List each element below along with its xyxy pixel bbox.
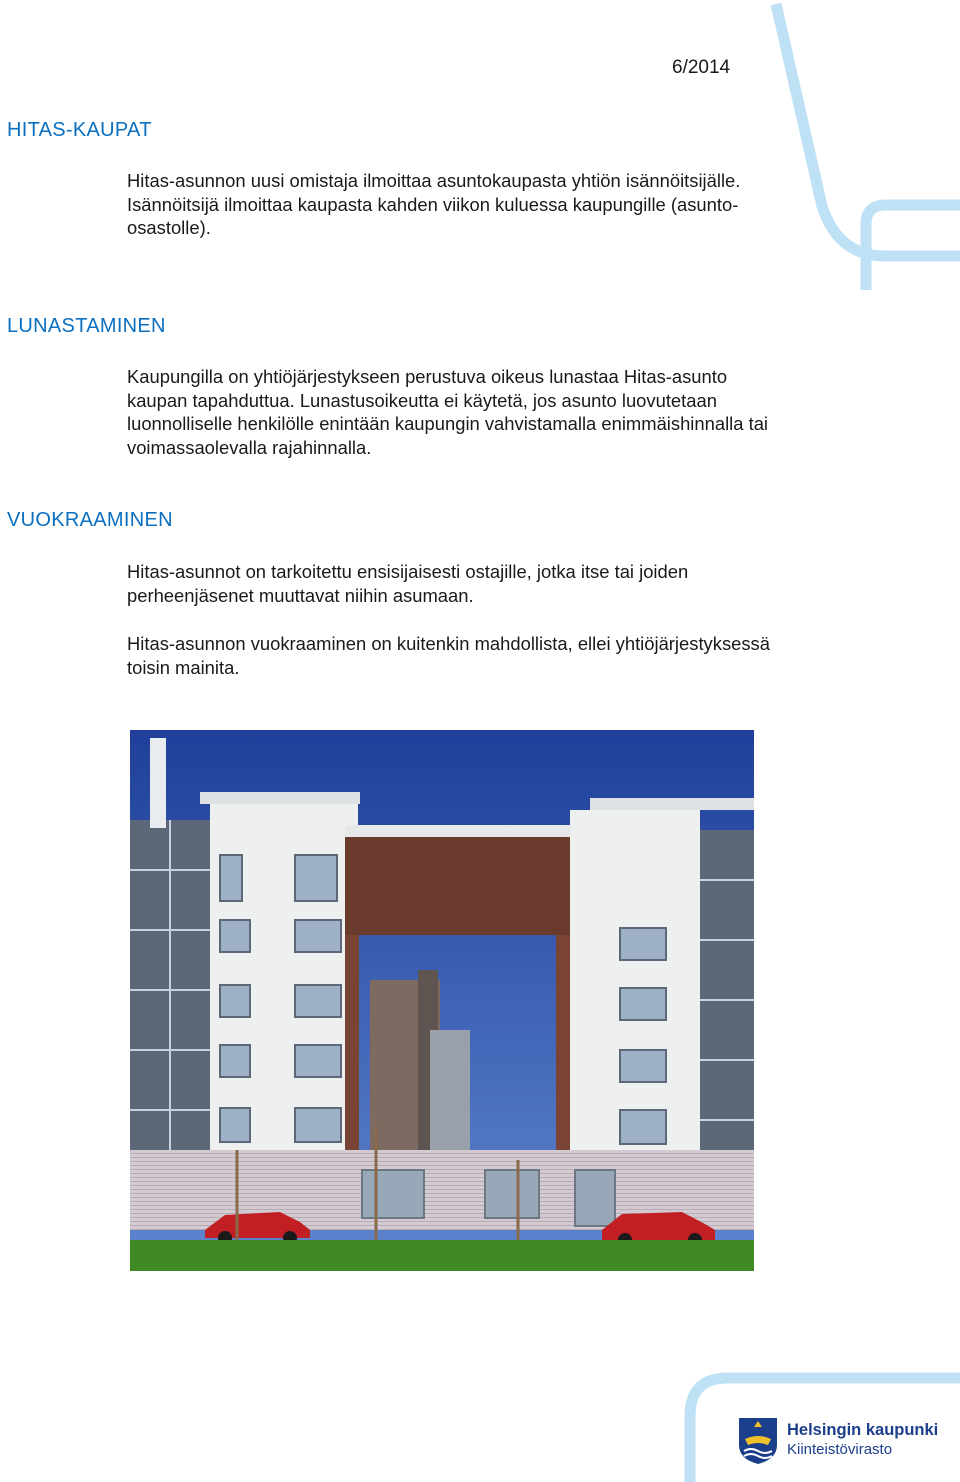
paragraph-vuokraaminen-2: Hitas-asunnon vuokraaminen on kuitenkin mahdollista, ellei yhtiöjärjestyksessä toisin mainita. (127, 633, 770, 678)
helsinki-logo (738, 1417, 948, 1467)
heading-lunastaminen: LUNASTAMINEN (7, 315, 166, 337)
paragraph-hitas-kaupat: Hitas-asunnon uusi omistaja ilmoittaa asuntokaupasta yhtiön isännöitsijälle. Isännöitsijä ilmoittaa kaupasta kahden viikon kuluessa kaupungille (asunto-osastolle). (127, 170, 741, 238)
heading-hitas-kaupat: HITAS-KAUPAT (7, 119, 152, 141)
paragraph-lunastaminen: Kaupungilla on yhtiöjärjestykseen perustuva oikeus lunastaa Hitas-asunto kaupan tapahduttua. Lunastusoikeutta ei käytetä, jos asunto luovutetaan luonnolliselle henkilölle enintään kaupungin vahvistamalla enimmäishinnalla tai voimassaolevalla rajahinnalla. (127, 366, 769, 458)
heading-vuokraaminen: VUOKRAAMINEN (7, 509, 173, 531)
logo-department-name: Kiinteistövirasto (787, 1441, 893, 1458)
apartment-building-photo (130, 730, 754, 1271)
page-number: 6/2014 (672, 57, 731, 78)
logo-city-name: Helsingin kaupunki (787, 1421, 939, 1439)
paragraph-vuokraaminen-1: Hitas-asunnot on tarkoitettu ensisijaisesti ostajille, jotka itse tai joiden perheenjäsenet muuttavat niihin asumaan. (127, 561, 689, 606)
helsinki-crest-icon (738, 1417, 778, 1465)
